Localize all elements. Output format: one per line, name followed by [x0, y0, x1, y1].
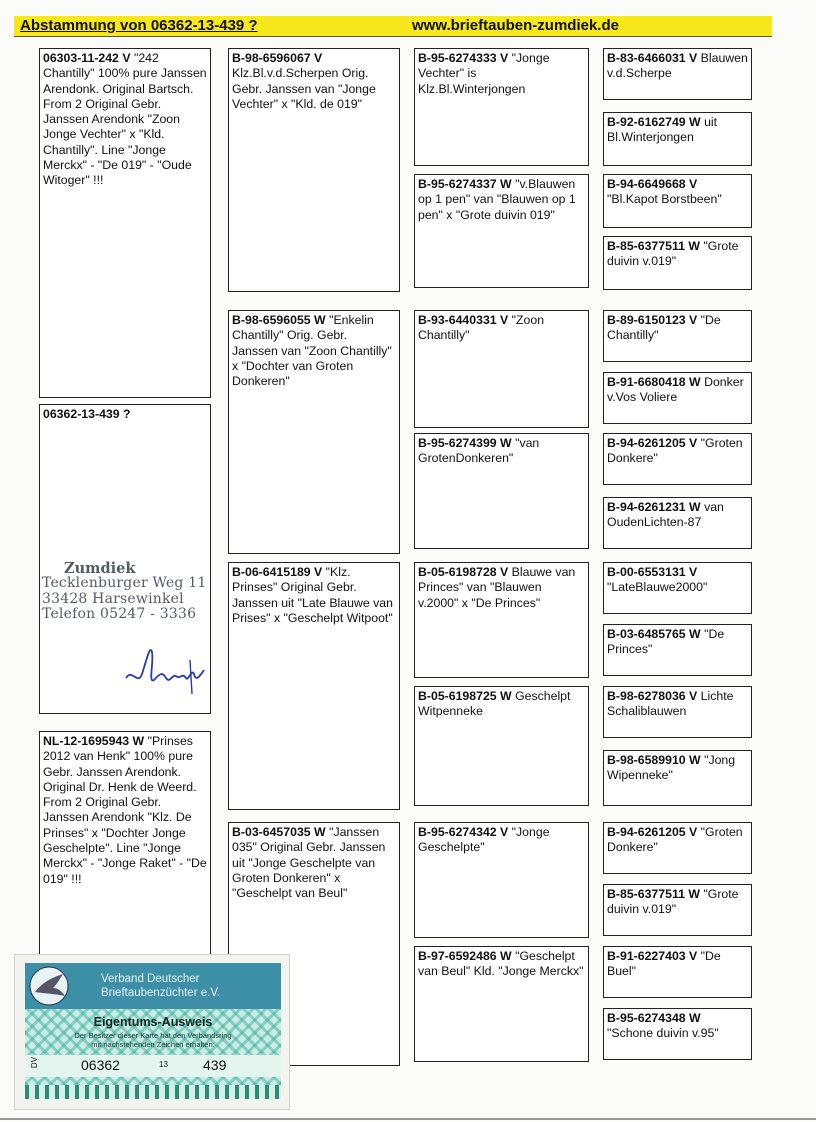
pigeon-description: "Zoon Chantilly" — [418, 313, 545, 343]
pedigree-box-mfm — [414, 686, 589, 806]
ring-number: B-94-6261205 V — [607, 825, 698, 839]
pigeon-description: "Jong Wipenneke" — [607, 753, 736, 783]
pedigree-box-gen4-15 — [603, 946, 752, 998]
pedigree-box-gen4-1 — [603, 48, 752, 100]
ring-number: B-91-6227403 V — [607, 949, 698, 963]
card-dv-label: DV — [30, 1056, 40, 1069]
ownership-card — [14, 954, 290, 1110]
page-title: Abstammung von 06362-13-439 ? — [20, 17, 258, 34]
pedigree-box-fmf — [414, 310, 589, 428]
stamp-name: Zumdiek — [64, 560, 136, 577]
pigeon-description: "Grote duivin v.019" — [607, 239, 739, 269]
pigeon-description: "Jonge Vechter" is Klz.Bl.Winterjongen — [418, 51, 550, 96]
page-bottom-edge — [0, 1118, 816, 1120]
pigeon-description: "De Princes" — [607, 627, 725, 657]
pigeon-description: "Bl.Kapot Borstbeen" — [607, 192, 722, 207]
pedigree-box-gen4-6 — [603, 372, 752, 424]
ring-number: B-06-6415189 V — [232, 565, 323, 579]
ring-number: B-94-6261205 V — [607, 436, 698, 450]
pedigree-box-dam-sire — [228, 562, 400, 810]
ring-number: B-83-6466031 V — [607, 51, 698, 65]
pigeon-description: "Klz. Prinses" Original Gebr. Janssen uit "Late Blauwe van Prises" x "Geschelpt Witpoot" — [232, 565, 393, 625]
ring-number: B-94-6649668 V — [607, 177, 698, 191]
pigeon-description: "v.Blauwen op 1 pen" van "Blauwen op 1 pen" x "Grote duivin 019" — [418, 177, 576, 222]
ring-number: B-03-6485765 W — [607, 627, 701, 641]
stamp-phone: Telefon 05247 - 3336 — [42, 606, 197, 622]
pigeon-description: "De Buel" — [607, 949, 721, 979]
pedigree-box-gen4-8 — [603, 497, 752, 549]
pigeon-description: "Jonge Geschelpte" — [418, 825, 550, 855]
card-ring-year: 13 — [159, 1060, 168, 1069]
pigeon-description: "Prinses 2012 van Henk" 100% pure Gebr. Janssen Arendonk. Original Dr. Henk de Weerd. From 2 Original Gebr. Janssen Arendonk "Klz. De Prinses" x "Dochter Jonge Geschelpte". Line "Jonge Merckx" - "Jonge Raket" - "De 019" !!! — [43, 734, 207, 886]
card-header-band — [25, 963, 281, 1009]
ring-number: B-00-6553131 V — [607, 565, 698, 579]
card-subtitle-line2: mit nachstehenden Zeichen erhalten: — [91, 1040, 215, 1049]
pedigree-box-sire-dam — [228, 310, 400, 554]
ring-number: B-95-6274333 V — [418, 51, 509, 65]
pigeon-description: Blauwen v.d.Scherpe — [607, 51, 748, 81]
pedigree-box-gen4-3 — [603, 174, 752, 228]
pedigree-box-gen4-4 — [603, 236, 752, 290]
pedigree-box-father — [39, 48, 211, 398]
ring-number: B-98-6596055 W — [232, 313, 326, 327]
website-url[interactable]: www.brieftauben-zumdiek.de — [412, 17, 619, 34]
pedigree-box-sire-sire — [228, 48, 400, 292]
card-subtitle-line1: Der Besitzer dieser Karte hat den Verbandsring — [74, 1031, 232, 1040]
pedigree-box-gen4-14 — [603, 884, 752, 936]
pigeon-description: "Enkelin Chantilly" Orig. Gebr. Janssen van "Zoon Chantilly" x "Dochter van Groten Donkeren" — [232, 313, 392, 389]
ring-number: B-89-6150123 V — [607, 313, 698, 327]
ring-number: B-98-6278036 V — [607, 689, 698, 703]
pigeon-description: Geschelpt Witpenneke — [418, 689, 571, 719]
ring-number: 06303-11-242 V — [43, 51, 131, 65]
ring-number: B-91-6680418 W — [607, 375, 701, 389]
card-ring-serial: 439 — [203, 1057, 227, 1073]
pigeon-description: Donker v.Vos Voliere — [607, 375, 744, 405]
ring-number: B-98-6596067 V — [232, 51, 323, 65]
signature-image — [120, 638, 210, 698]
ring-number: B-05-6198728 V — [418, 565, 509, 579]
breeder-stamp — [42, 560, 210, 710]
card-ring-club: 06362 — [81, 1057, 120, 1073]
ring-number: B-93-6440331 V — [418, 313, 509, 327]
card-border-pattern — [25, 1085, 281, 1099]
pigeon-description: "Geschelpt van Beul" Kld. "Jonge Merckx" — [418, 949, 584, 979]
pigeon-description: Blauwe van Princes" van "Blauwen v.2000" x "De Princes" — [418, 565, 576, 610]
ring-number: B-95-6274342 V — [418, 825, 509, 839]
pedigree-box-gen4-12 — [603, 750, 752, 806]
pedigree-box-fff — [414, 48, 589, 166]
pigeon-description: "Groten Donkere" — [607, 825, 743, 855]
pedigree-box-gen4-9 — [603, 562, 752, 614]
ring-number: B-95-6274399 W — [418, 436, 512, 450]
pedigree-box-gen4-5 — [603, 310, 752, 362]
ring-number: B-95-6274337 W — [418, 177, 512, 191]
pedigree-box-gen4-10 — [603, 624, 752, 676]
pedigree-box-mmf — [414, 822, 589, 938]
card-org-line1: Verband Deutscher — [101, 973, 200, 985]
pigeon-description: "van GrotenDonkeren" — [418, 436, 540, 466]
ring-number: B-85-6377511 W — [607, 239, 700, 253]
ring-number: B-92-6162749 W — [607, 115, 701, 129]
pigeon-logo-icon — [29, 966, 87, 1006]
pedigree-box-gen4-13 — [603, 822, 752, 874]
pedigree-box-gen4-2 — [603, 112, 752, 166]
stamp-city: 33428 Harsewinkel — [42, 591, 184, 607]
pigeon-description: "242 Chantilly" 100% pure Janssen Arendonk. Original Bartsch. From 2 Original Gebr. Janssen Arendonk "Zoon Jonge Vechter" x "Kld. Chantilly". Line "Jonge Merckx" - "De 019" - "Oude Witoger" !!! — [43, 51, 207, 188]
ring-number: B-85-6377511 W — [607, 887, 700, 901]
card-title: Eigentums-Ausweis — [93, 1015, 213, 1029]
pigeon-description: "Schone duivin v.95" — [607, 1026, 719, 1041]
pigeon-description: van OudenLichten-87 — [607, 500, 724, 530]
stamp-street: Tecklenburger Weg 11 — [42, 575, 207, 591]
ring-number: B-03-6457035 W — [232, 825, 326, 839]
ring-number: 06362-13-439 ? — [43, 407, 131, 421]
pigeon-description: uit Bl.Winterjongen — [607, 115, 718, 145]
pigeon-description: "LateBlauwe2000" — [607, 580, 708, 595]
ring-number: B-94-6261231 W — [607, 500, 701, 514]
ring-number: B-98-6589910 W — [607, 753, 701, 767]
pigeon-description: Lichte Schaliblauwen — [607, 689, 734, 719]
pedigree-box-gen4-16 — [603, 1008, 752, 1060]
card-org-line2: Brieftaubenzüchter e.V. — [101, 987, 221, 999]
pigeon-description: "De Chantilly" — [607, 313, 721, 343]
card-ring-number-row — [25, 1055, 281, 1077]
pedigree-box-mff — [414, 562, 589, 678]
pigeon-description: "Grote duivin v.019" — [607, 887, 739, 917]
pedigree-box-gen4-11 — [603, 686, 752, 738]
pedigree-box-fmm — [414, 433, 589, 549]
ring-number: B-95-6274348 W — [607, 1011, 701, 1025]
pedigree-box-gen4-7 — [603, 433, 752, 485]
card-subtitle — [25, 1031, 281, 1049]
ring-number: B-05-6198725 W — [418, 689, 512, 703]
card-body — [25, 1009, 281, 1085]
page-header — [14, 16, 772, 37]
pigeon-description: Klz.Bl.v.d.Scherpen Orig. Gebr. Janssen van "Jonge Vechter" x "Kld. de 019" — [232, 66, 376, 111]
pigeon-description: "Groten Donkere" — [607, 436, 743, 466]
pigeon-description: "Janssen 035" Original Gebr. Janssen uit "Jonge Geschelpte van Groten Donkeren" x "Geschelpt van Beul" — [232, 825, 386, 901]
pedigree-box-ffm — [414, 174, 589, 288]
pedigree-box-mother — [39, 731, 211, 956]
ring-number: NL-12-1695943 W — [43, 734, 145, 748]
ring-number: B-97-6592486 W — [418, 949, 512, 963]
pedigree-box-mmm — [414, 946, 589, 1062]
